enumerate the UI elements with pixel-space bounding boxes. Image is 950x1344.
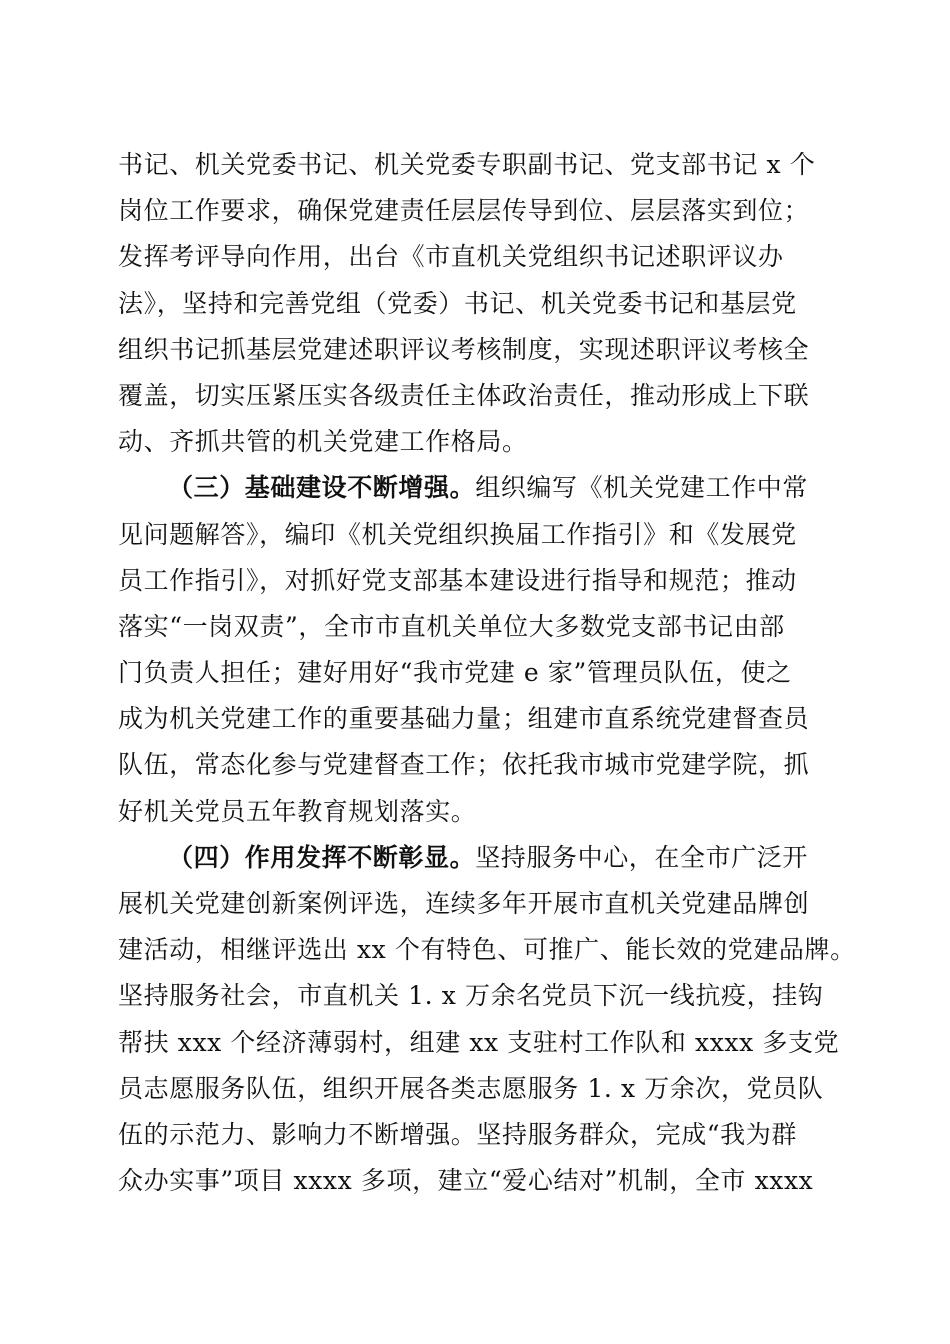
text-line: 书记、机关党委书记、机关党委专职副书记、党支部书记 x 个 bbox=[118, 150, 816, 179]
text-line: 发挥考评导向作用，出台《市直机关党组织书记述职评议办 bbox=[118, 242, 784, 272]
text-line: 展机关党建创新案例评选，连续多年开展市直机关党建品牌创 bbox=[118, 889, 810, 918]
text-line: 岗位工作要求，确保党建责任层层传导到位、层层落实到位； bbox=[118, 196, 810, 226]
section-4-lead-text: 坚持服务中心，在全市广泛开 bbox=[475, 842, 809, 872]
text-line: 员志愿服务队伍，组织开展各类志愿服务 1. x 万余次，党员队 bbox=[118, 1073, 824, 1103]
text-line: 众办实事”项目 xxxx 多项，建立“爱心结对”机制，全市 xxxx bbox=[118, 1166, 814, 1196]
body-text bbox=[118, 142, 856, 1204]
text-line: 帮扶 xxx 个经济薄弱村，组建 xx 支驻村工作队和 xxxx 多支党 bbox=[118, 1027, 840, 1057]
text-line: 动、齐抓共管的机关党建工作格局。 bbox=[118, 427, 528, 457]
text-line: 覆盖，切实压紧压实各级责任主体政治责任，推动形成上下联 bbox=[118, 380, 810, 410]
text-line: 伍的示范力、影响力不断增强。坚持服务群众，完成“我为群 bbox=[118, 1119, 797, 1149]
text-line: 好机关党员五年教育规划落实。 bbox=[118, 796, 477, 826]
text-line: 见问题解答》，编印《机关党组织换届工作指引》和《发展党 bbox=[118, 519, 797, 549]
text-line: 队伍，常态化参与党建督查工作；依托我市城市党建学院，抓 bbox=[118, 750, 810, 780]
text-line: 门负责人担任；建好用好“我市党建 e 家”管理员队伍，使之 bbox=[118, 658, 792, 688]
section-3-heading: （三）基础建设不断增强。 bbox=[168, 473, 476, 503]
section-3-lead-text: 组织编写《机关党建工作中常 bbox=[475, 473, 809, 503]
section-3-first-line bbox=[118, 465, 832, 511]
text-line: 法》，坚持和完善党组（党委）书记、机关党委书记和基层党 bbox=[118, 288, 797, 318]
text-line: 员工作指引》，对抓好党支部基本建设进行指导和规范；推动 bbox=[118, 565, 797, 595]
section-4-heading: （四）作用发挥不断彰显。 bbox=[168, 842, 476, 872]
text-line: 组织书记抓基层党建述职评议考核制度，实现述职评议考核全 bbox=[118, 334, 810, 364]
text-line: 成为机关党建工作的重要基础力量；组建市直系统党建督查员 bbox=[118, 704, 810, 734]
text-line: 坚持服务社会，市直机关 1. x 万余名党员下沉一线抗疫，挂钩 bbox=[118, 981, 824, 1011]
text-line: 落实“一岗双责”，全市市直机关单位大多数党支部书记由部 bbox=[118, 611, 785, 641]
section-4-first-line bbox=[118, 835, 832, 881]
text-line: 建活动，相继评选出 xx 个有特色、可推广、能长效的党建品牌。 bbox=[118, 935, 856, 965]
